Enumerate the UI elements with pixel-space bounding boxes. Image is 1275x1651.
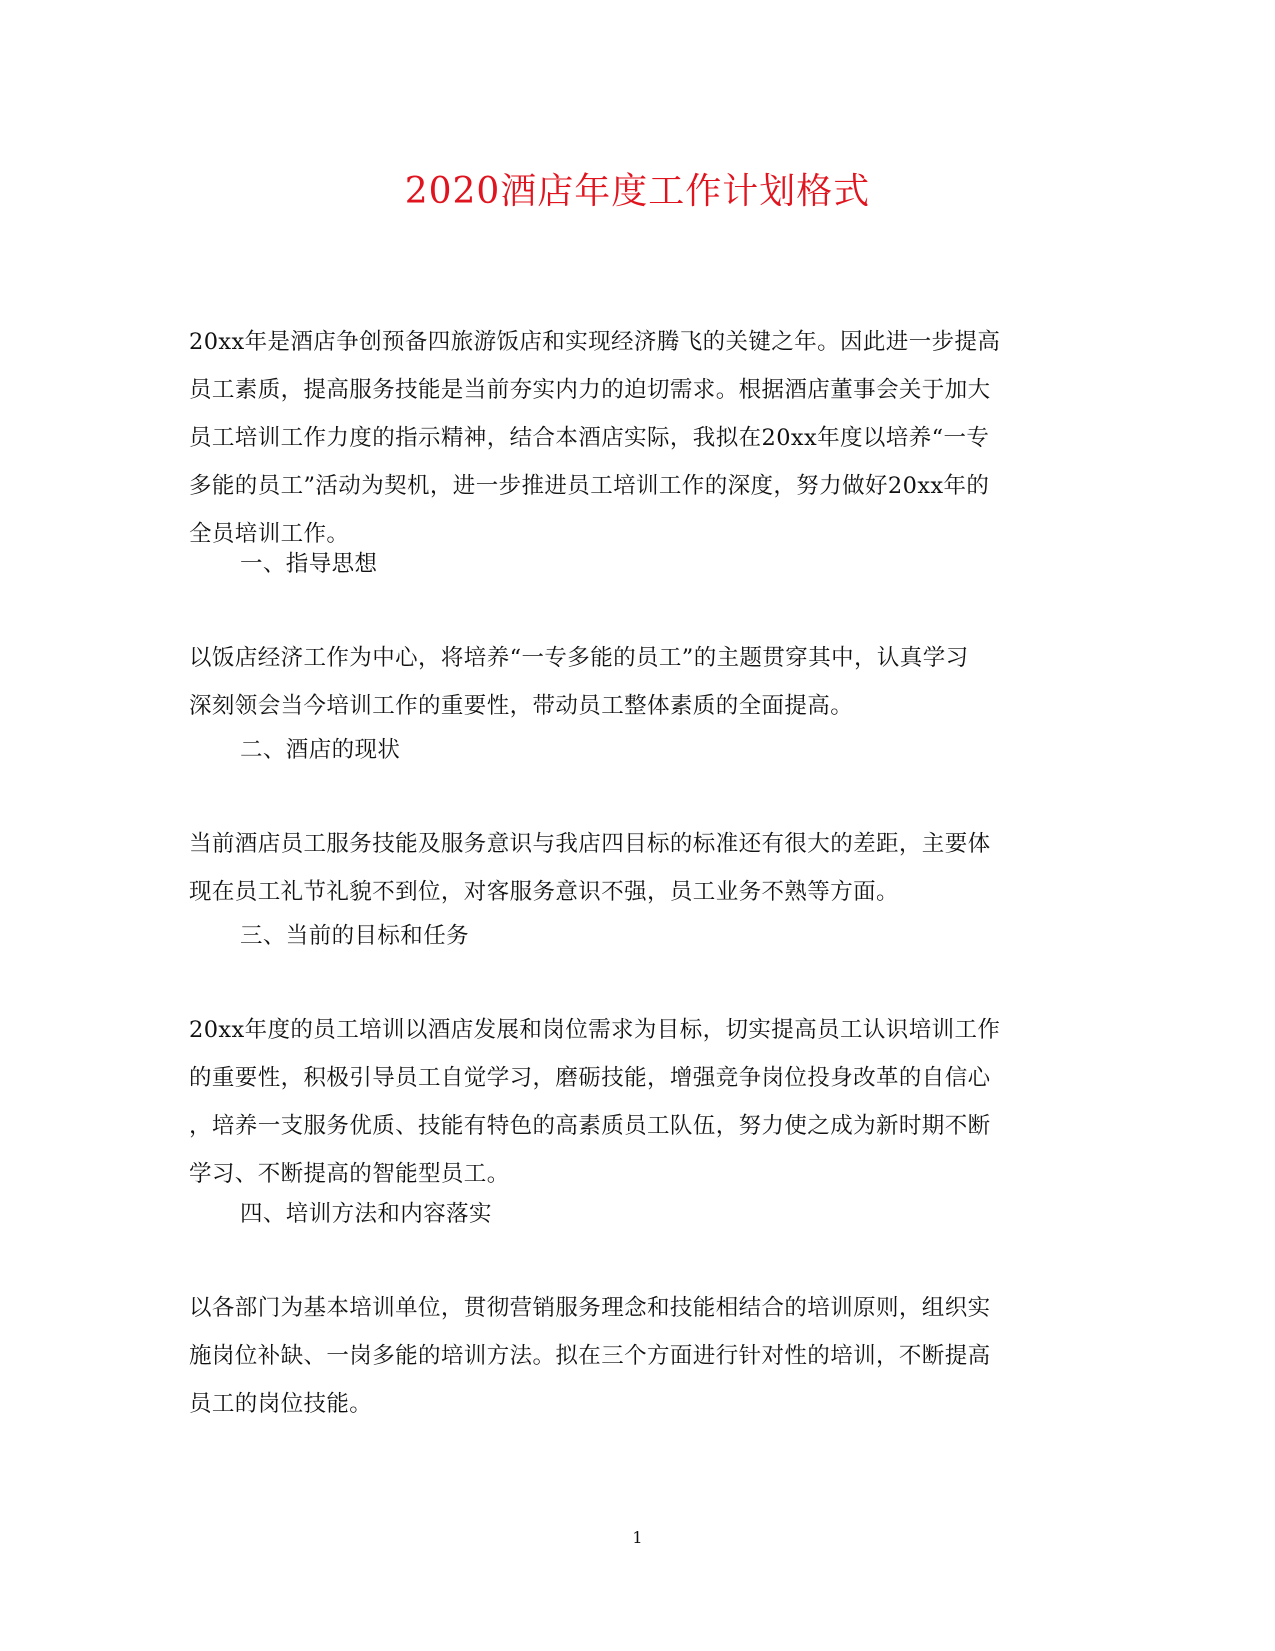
section-3-line-4: 学习、不断提高的智能型员工。 — [189, 1161, 510, 1187]
intro-paragraph — [189, 318, 1059, 558]
section-4-line-1: 以各部门为基本培训单位，贯彻营销服务理念和技能相结合的培训原则，组织实 — [189, 1295, 991, 1321]
section-1-line-2: 深刻领会当今培训工作的重要性，带动员工整体素质的全面提高。 — [189, 693, 854, 719]
intro-line-5: 全员培训工作。 — [189, 521, 350, 547]
section-paragraph-2 — [189, 820, 1059, 916]
intro-line-2: 员工素质，提高服务技能是当前夯实内力的迫切需求。根据酒店董事会关于加大 — [189, 377, 991, 403]
section-heading-4: 四、培训方法和内容落实 — [240, 1201, 492, 1227]
intro-line-1: 20xx年是酒店争创预备四旅游饭店和实现经济腾飞的关键之年。因此进一步提高 — [189, 329, 1001, 355]
section-paragraph-4 — [189, 1284, 1059, 1428]
section-heading-1: 一、指导思想 — [240, 551, 378, 577]
section-3-line-2: 的重要性，积极引导员工自觉学习，磨砺技能，增强竞争岗位投身改革的自信心 — [189, 1065, 991, 1091]
section-heading-2: 二、酒店的现状 — [240, 737, 401, 763]
section-2-line-2: 现在员工礼节礼貌不到位，对客服务意识不强，员工业务不熟等方面。 — [189, 879, 899, 905]
section-4-line-2: 施岗位补缺、一岗多能的培训方法。拟在三个方面进行针对性的培训，不断提高 — [189, 1343, 991, 1369]
document-title: 2020酒店年度工作计划格式 — [404, 171, 871, 212]
section-2-line-1: 当前酒店员工服务技能及服务意识与我店四目标的标准还有很大的差距，主要体 — [189, 831, 991, 857]
page-number: 1 — [632, 1528, 643, 1547]
section-paragraph-3 — [189, 1006, 1059, 1198]
intro-line-3: 员工培训工作力度的指示精神，结合本酒店实际，我拟在20xx年度以培养“一专 — [189, 425, 990, 451]
section-3-line-3: ，培养一支服务优质、技能有特色的高素质员工队伍，努力使之成为新时期不断 — [189, 1113, 991, 1139]
section-paragraph-1 — [189, 634, 1059, 730]
intro-line-4: 多能的员工”活动为契机，进一步推进员工培训工作的深度，努力做好20xx年的 — [189, 473, 990, 499]
section-3-line-1: 20xx年度的员工培训以酒店发展和岗位需求为目标，切实提高员工认识培训工作 — [189, 1017, 1001, 1043]
section-heading-3: 三、当前的目标和任务 — [240, 923, 470, 949]
section-4-line-3: 员工的岗位技能。 — [189, 1391, 373, 1417]
section-1-line-1: 以饭店经济工作为中心，将培养“一专多能的员工”的主题贯穿其中，认真学习 — [189, 645, 969, 671]
